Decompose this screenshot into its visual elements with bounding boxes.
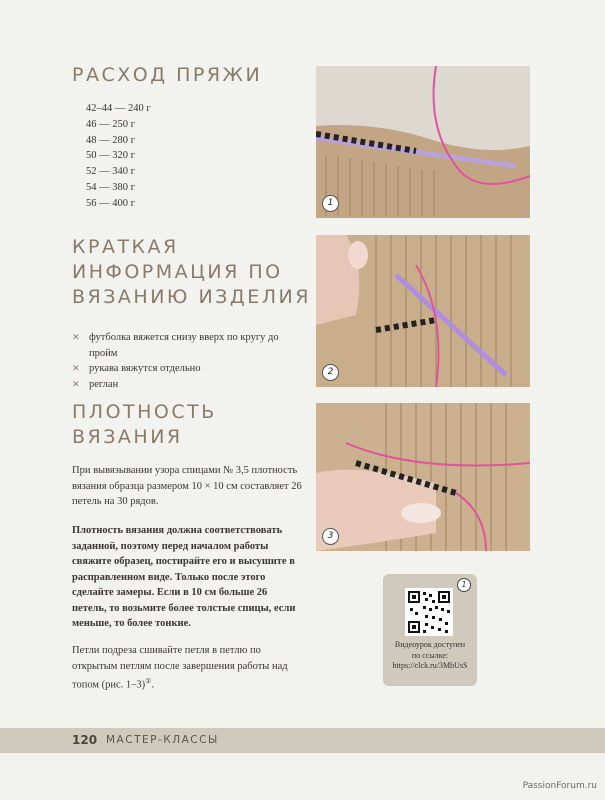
photo-step-3	[316, 403, 530, 551]
video-caption	[387, 640, 473, 672]
page-footer	[0, 728, 605, 753]
knitting-photo-icon	[316, 403, 530, 551]
density-paragraph: При вывязывании узора спицами № 3,5 плотность вязания образца размером 10 × 10 см составляет 26 петель на 30 рядов.	[72, 465, 302, 507]
video-caption-line: Видеоурок доступен	[394, 640, 466, 649]
qr-code-icon[interactable]	[405, 588, 453, 636]
brief-item	[72, 361, 302, 377]
cross-bullet-icon: ✕	[72, 363, 80, 373]
video-link[interactable]: https://clck.ru/3MbUsS	[392, 661, 468, 670]
video-lesson-box	[383, 574, 477, 686]
brief-title-line: ВЯЗАНИЮ ИЗДЕЛИЯ	[72, 286, 311, 308]
yarn-title: РАСХОД ПРЯЖИ	[72, 64, 263, 86]
video-ref-badge: ①	[145, 677, 152, 685]
brief-item-text: рукава вяжутся отдельно	[89, 363, 201, 374]
video-badge: 1	[457, 578, 471, 592]
brief-title	[72, 235, 311, 310]
brief-title-line: ИНФОРМАЦИЯ ПО	[72, 261, 283, 283]
yarn-item: 50 — 320 г	[86, 150, 135, 162]
brief-list	[72, 330, 302, 392]
photo-step-2	[316, 235, 530, 387]
photo-step-1	[316, 66, 530, 218]
knitting-photo-icon	[316, 66, 530, 218]
photo-number: 1	[322, 195, 339, 212]
density-title-line: ВЯЗАНИЯ	[72, 426, 183, 448]
yarn-item: 54 — 380 г	[86, 181, 135, 193]
yarn-item: 48 — 280 г	[86, 134, 135, 146]
cross-bullet-icon: ✕	[72, 332, 80, 342]
density-title	[72, 400, 217, 450]
watermark: PassionForum.ru	[522, 781, 597, 791]
density-title-line: ПЛОТНОСТЬ	[72, 401, 217, 423]
page-number: 120	[72, 733, 98, 747]
seam-text: Петли подреза сшивайте петля в петлю по открытым петлям после завершения работы над топом (рис. 1–3)	[72, 645, 288, 691]
photo-number: 3	[322, 528, 339, 545]
brief-title-line: КРАТКАЯ	[72, 236, 179, 258]
photo-number: 2	[322, 364, 339, 381]
video-caption-line: по ссылке:	[411, 650, 449, 660]
yarn-item: 46 — 250 г	[86, 118, 135, 130]
brief-item-text: реглан	[89, 378, 119, 390]
brief-item	[72, 330, 302, 361]
brief-item	[72, 377, 302, 393]
yarn-item: 42–44 — 240 г	[86, 103, 151, 114]
density-note: Плотность вязания должна соответствовать заданной, поэтому перед началом работы свяжите образец, постирайте его и высушите в расправленном виде. Только после этого сделайте замеры. Если в 10 см больше 26 петель, то возьмите более толстые спицы, если меньше, то более тонкие.	[72, 525, 296, 629]
yarn-list	[86, 101, 151, 212]
seam-paragraph: Петли подреза сшивайте петля в петлю по открытым петлям после завершения работы над топом (рис. 1–3)①.	[72, 645, 288, 691]
cross-bullet-icon: ✕	[72, 378, 80, 389]
yarn-item: 56 — 400 г	[86, 197, 135, 209]
section-title: МАСТЕР-КЛАССЫ	[106, 734, 219, 746]
brief-item-text: футболка вяжется снизу вверх по кругу до пройм	[89, 332, 279, 359]
knitting-photo-icon	[316, 235, 530, 387]
yarn-item: 52 — 340 г	[86, 166, 135, 178]
